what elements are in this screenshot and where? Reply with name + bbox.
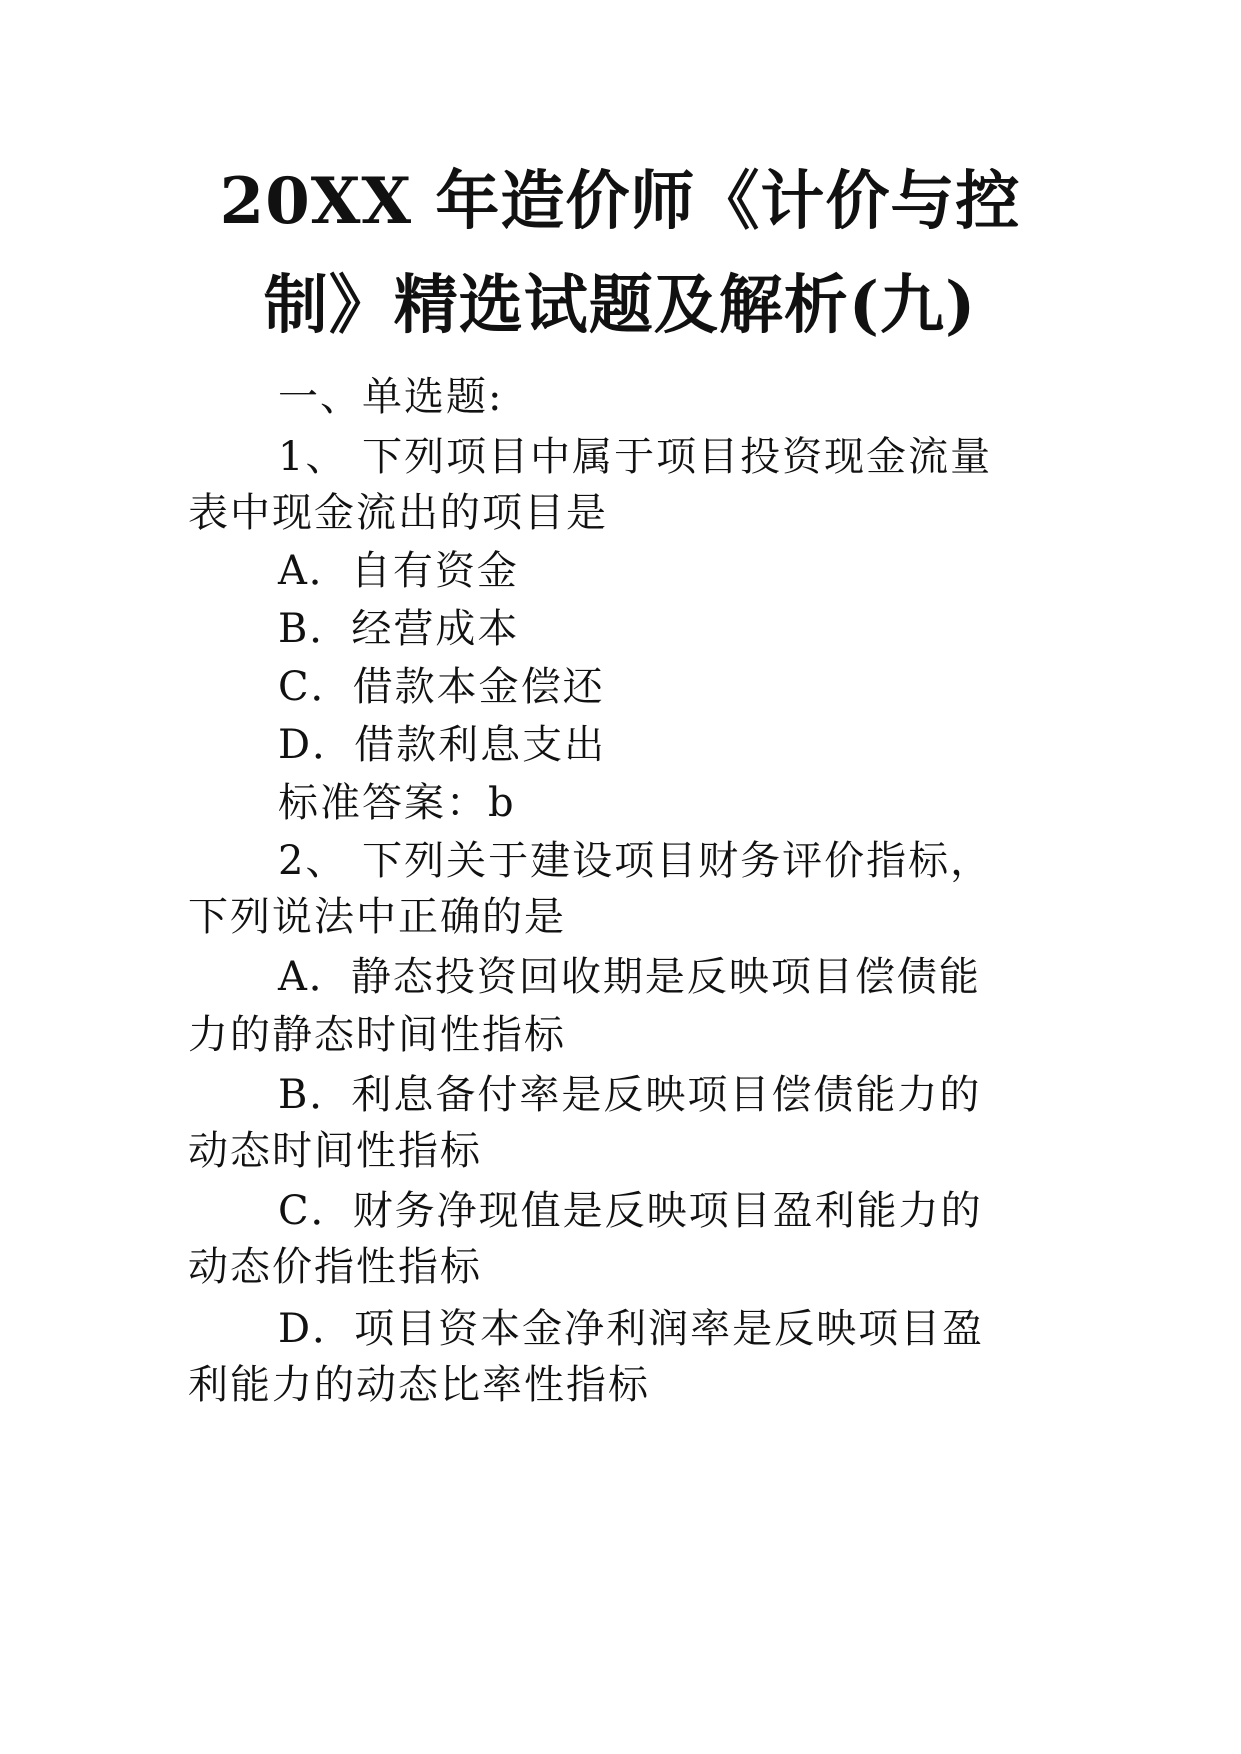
question-1-option-a: A．自有资金 [278, 548, 519, 594]
question-2-option-a-line-1: A．静态投资回收期是反映项目偿债能 [278, 954, 981, 1000]
question-2-option-c-line-1: C．财务净现值是反映项目盈利能力的 [278, 1188, 983, 1234]
question-1-stem-line-2: 表中现金流出的项目是 [188, 490, 608, 536]
question-2-option-d-line-1: D．项目资本金净利润率是反映项目盈 [278, 1306, 985, 1352]
question-2-stem-line-2: 下列说法中正确的是 [188, 894, 566, 940]
title-line-2: 制》精选试题及解析(九) [263, 268, 977, 343]
question-1-stem-line-1: 1、 下列项目中属于项目投资现金流量 [278, 434, 993, 480]
question-1-option-b: B．经营成本 [278, 606, 520, 652]
question-2-stem-line-1: 2、 下列关于建设项目财务评价指标， [278, 838, 993, 884]
question-1-option-d: D．借款利息支出 [278, 722, 607, 768]
question-2-option-b-line-2: 动态时间性指标 [188, 1128, 482, 1174]
section-heading: 一、单选题: [278, 374, 504, 420]
question-2-option-b-line-1: B．利息备付率是反映项目偿债能力的 [278, 1072, 982, 1118]
question-2-option-c-line-2: 动态价指性指标 [188, 1244, 482, 1290]
question-2-option-d-line-2: 利能力的动态比率性指标 [188, 1362, 650, 1408]
question-2-option-a-line-2: 力的静态时间性指标 [188, 1012, 566, 1058]
title-line-1: 20XX 年造价师《计价与控 [219, 164, 1021, 239]
question-1-answer: 标准答案：b [278, 780, 516, 826]
document-title [150, 150, 1090, 358]
question-1-option-c: C．借款本金偿还 [278, 664, 605, 710]
